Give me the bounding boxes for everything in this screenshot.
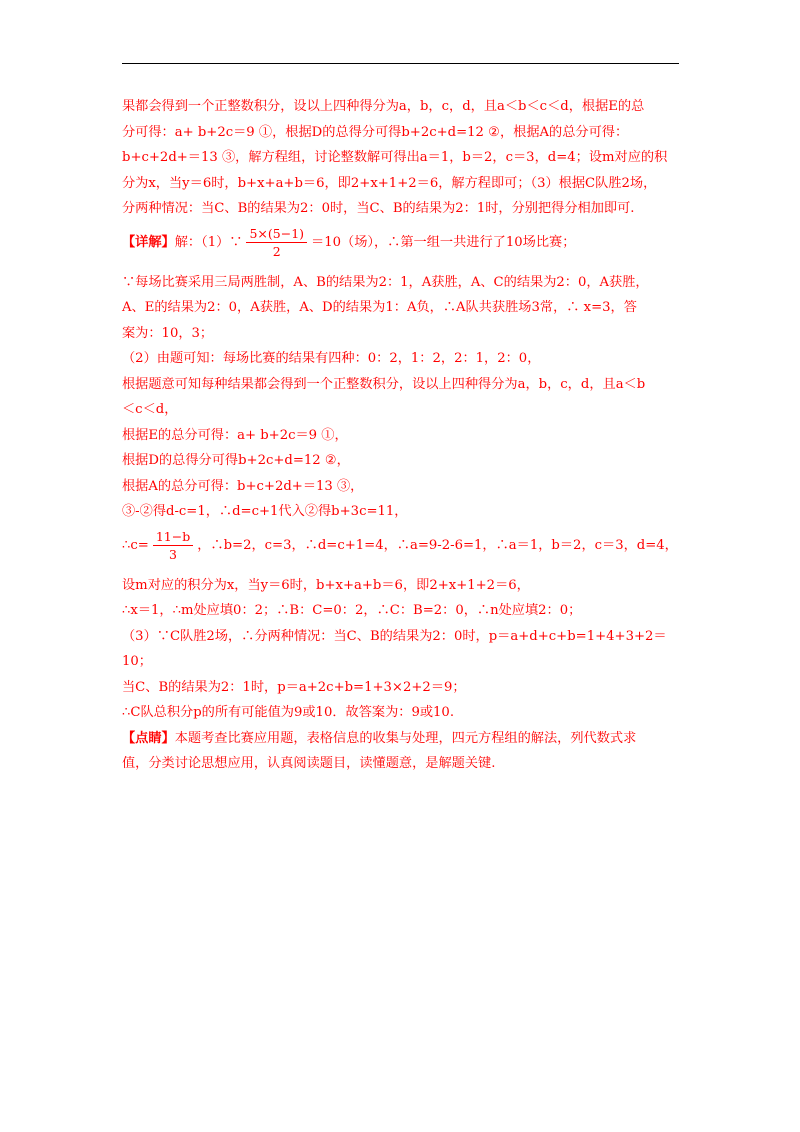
text-line: b+c+2d+＝13 ③，解方程组，讨论整数解可得出a＝1，b＝2，c＝3，d=4；设m对应的积 [122,150,668,165]
comment-tag: 【点睛】 [122,730,175,746]
text-line: ③-②得d-c=1，∴d=c+1代入②得b+3c=11， [122,504,408,519]
detail-heading-line [122,222,682,264]
text-line: 根据D的总得分可得b+2c+d=12 ②， [122,453,350,468]
comment-text: 本题考查比赛应用题，表格信息的收集与处理，四元方程组的解法，列代数式求 [174,730,637,746]
text-line: 设m对应的积分为x，当y＝6时，b+x+a+b＝6，即2+x+1+2＝6， [122,577,530,593]
fraction [246,225,307,260]
text-line: ∴x＝1，∴m处应填0：2；∴B：C=0：2，∴C：B=2：0，∴n处应填2：0； [122,603,582,618]
text-line: ＜c＜d， [122,402,178,417]
fraction-denominator: 3 [169,547,177,562]
text-line: 分两种情况：当C、B的结果为2：0时，当C、B的结果为2：1时，分别把得分相加即可. [122,201,635,216]
comment-line [122,726,682,752]
detail-tag: 【详解】 [122,234,175,250]
fraction-numerator: 5×(5−1) [246,225,307,243]
text-line: 值，分类讨论思想应用，认真阅读题目，读懂题意，是解题关键. [122,756,496,771]
fraction-numerator: 11−b [153,528,193,546]
text-line: ∵每场比赛采用三局两胜制，A、B的结果为2：1，A获胜，A、C的结果为2：0，A获胜， [122,274,649,290]
header-rule [122,63,679,64]
text-line: 案为：10，3； [122,325,214,341]
text-line: 根据E的总分可得：a+ b+2c＝9 ①， [122,427,348,443]
text-line: 果都会得到一个正整数积分，设以上四种得分为a，b，c，d，且a＜b＜c＜d，根据E的总 [122,99,645,114]
text-line: 10； [122,654,152,669]
text-line: 分为x，当y＝6时，b+x+a+b＝6，即2+x+1+2＝6，解方程即可；（3）根据C队胜2场， [122,175,657,191]
text-line: A、E的结果为2：0，A获胜，A、D的结果为1：A负，∴A队共获胜场3常，∴ x=3，答 [122,300,637,315]
text-line: （3）∵C队胜2场，∴分两种情况：当C、B的结果为2：0时，p＝a+d+c+b=1+4+3+2＝ [122,628,667,644]
text-line: （2）由题可知：每场比赛的结果有四种：0：2，1：2，2：1，2：0， [122,351,541,366]
detail-suffix: ＝10（场），∴第一组一共进行了10场比赛； [311,234,576,250]
frac2-suffix: ，∴b=2，c=3，∴d=c+1=4，∴a=9-2-6=1，∴a＝1，b＝2，c＝3，d=4， [197,537,678,553]
text-line: 根据A的总分可得：b+c+2d+＝13 ③， [122,478,364,494]
frac2-prefix: ∴c= [122,537,149,553]
fraction [153,528,193,563]
text-line: 分可得：a+ b+2c＝9 ①，根据D的总得分可得b+2c+d=12 ②，根据A的总分可得： [122,124,629,140]
detail-prefix: 解：（1）∵ [174,234,243,250]
text-line: 根据题意可知每种结果都会得到一个正整数积分，设以上四种得分为a，b，c，d，且a＜b [122,376,646,392]
solution-text [122,94,682,777]
fraction-line [122,525,682,567]
fraction-denominator: 2 [272,244,281,259]
text-line: 当C、B的结果为2：1时，p＝a+2c+b=1+3×2+2＝9； [122,679,466,695]
text-line: ∴C队总积分p的所有可能值为9或10．故答案为：9或10. [122,705,455,720]
